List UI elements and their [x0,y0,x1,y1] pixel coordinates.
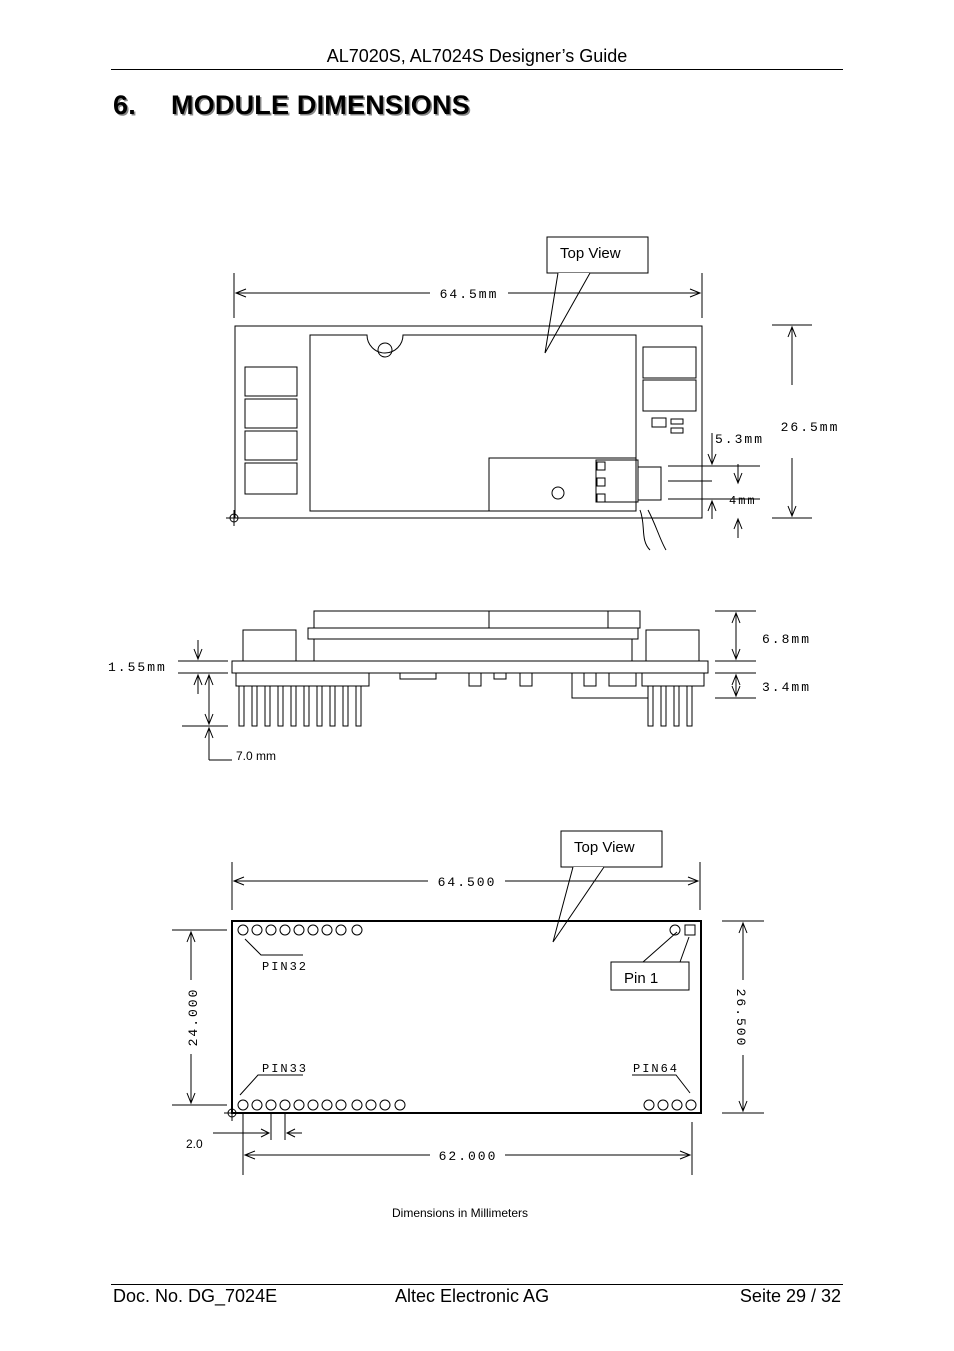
pin-span-label: 62.000 [438,1149,498,1164]
footer-rule [111,1284,843,1285]
top-view-dim-a-label: 5.3mm [715,432,765,447]
bottom-view-length-label: 64.500 [437,875,497,890]
side-view-bottom-height-label: 3.4mm [762,680,812,695]
side-view-pin-length-label: 7.0 mm [236,749,277,763]
top-view-dim-b-label: 4mm [729,494,757,508]
side-view-drawing [178,611,756,760]
bottom-view-callout-label: Top View [574,839,635,856]
footer-doc-number: Doc. No. DG_7024E [113,1286,278,1306]
bottom-view-right-height-label: 26.500 [733,988,748,1048]
pin33-label: PIN33 [262,1062,309,1076]
top-view-height-label: 26.5mm [780,420,840,435]
top-view-length-label: 64.5mm [439,287,499,302]
side-view-pcb-label: 1.55mm [108,660,167,675]
side-view-top-height-label: 6.8mm [762,632,812,647]
top-view-callout-label: Top View [560,245,621,262]
pin64-label: PIN64 [633,1062,680,1076]
footer-page-number: Seite 29 / 32 [739,1286,841,1306]
pin32-label: PIN32 [262,960,309,974]
top-view-drawing [226,237,812,550]
bottom-view-left-height-label: 24.000 [186,987,201,1047]
document-header-title: AL7020S, AL7024S Designer’s Guide [326,46,628,66]
pin-pitch-label: 2.0 [186,1137,203,1151]
pin1-label: Pin 1 [624,970,659,987]
footer-company: Altec Electronic AG [395,1286,550,1306]
drawing-caption: Dimensions in Millimeters [391,1206,529,1220]
section-title: MODULE DIMENSIONS [171,90,470,120]
section-number: 6. [113,90,136,120]
